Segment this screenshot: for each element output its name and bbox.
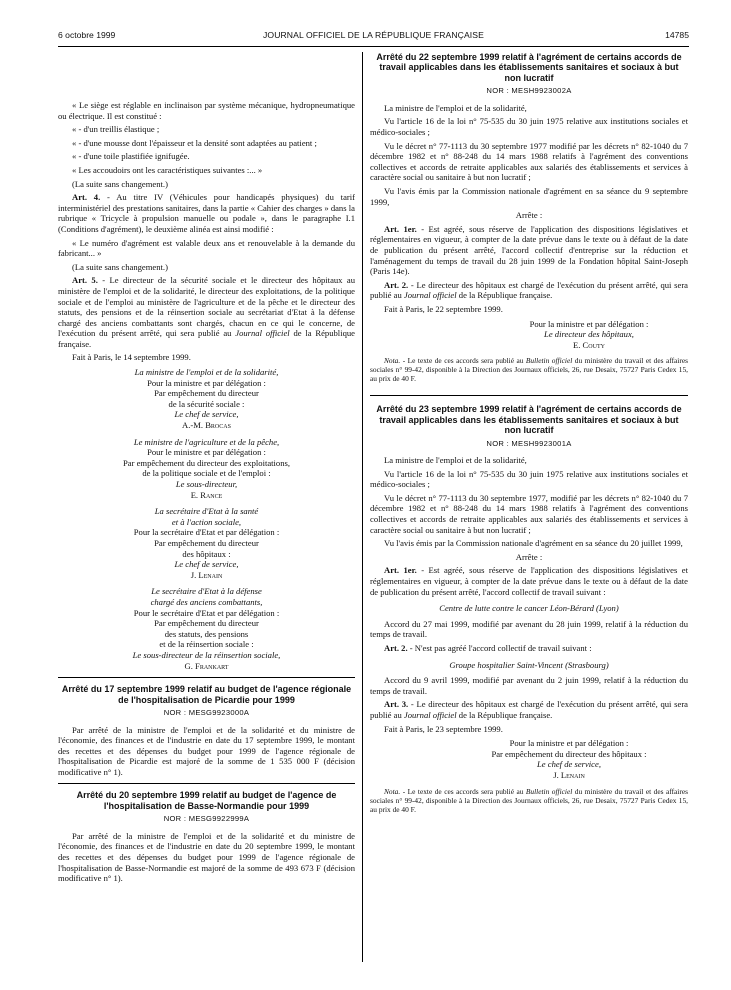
paragraph: Vu l'article 16 de la loi n° 75-535 du 30 juin 1975 relative aux institutions sociales et médico-sociales ;	[370, 468, 688, 490]
paragraph: « Le siège est réglable en inclinaison par système mécanique, hydropneumatique ou électrique. Il est constitué :	[58, 100, 355, 121]
header-rule	[58, 46, 689, 47]
decree-title: Arrêté du 20 septembre 1999 relatif au budget de l'agence de l'hospitalisation de Basse-Normandie pour 1999	[76, 790, 337, 811]
signatory-name: A.-M. Brocas	[182, 420, 231, 431]
section-separator	[58, 783, 355, 784]
article-text: - Est agréé, sous réserve de l'application des dispositions législatives et réglementaires en vigueur, à compter de la date prévue dans le texte ou à défaut de la date de publication du présent arrêté, l'accord collectif d'entreprise sur la réduction et l'aménagement du temps de travail du 28 juin 1999 de la Fondation hôpital Saint-Joseph (Paris 14e).	[370, 223, 688, 277]
decree-title: Arrêté du 23 septembre 1999 relatif à l'agrément de certains accords de travail applicables dans les établissements sanitaires et sociaux à but non lucratif	[376, 404, 682, 436]
signature-line: Pour la ministre et par délégation :	[529, 318, 649, 329]
list-item: « - d'une toile plastifiée ignifugée.	[72, 151, 190, 162]
article-1	[370, 224, 688, 277]
journal-reference: Journal officiel	[235, 328, 290, 339]
article-text-end: de la République française.	[58, 328, 355, 349]
decree-title: Arrêté du 17 septembre 1999 relatif au budget de l'agence régionale de l'hospitalisation de Picardie pour 1999	[61, 684, 352, 705]
nor-reference: NOR : MESG9922999A	[163, 814, 250, 824]
arrete-label: Arrête :	[515, 551, 543, 562]
signatory-name: G. Frankart	[184, 660, 229, 671]
section-separator	[58, 677, 355, 678]
signature-line: Par empêchement du directeur	[154, 618, 259, 629]
paragraph: La ministre de l'emploi et de la solidarité,	[384, 455, 527, 466]
signature-block-3	[58, 506, 355, 580]
paragraph: (La suite sans changement.)	[72, 178, 168, 189]
signature-line: Par empêchement du directeur	[154, 388, 259, 399]
paragraph: Vu l'avis émis par la Commission nationale d'agrément en sa séance du 9 septembre 1999,	[370, 185, 688, 207]
arrete-label: Arrête :	[515, 210, 543, 221]
signature-block-1	[58, 367, 355, 431]
article-text-end: de la République française.	[456, 709, 553, 720]
article-3	[370, 699, 688, 720]
establishment-name: Groupe hospitalier Saint-Vincent (Strasbourg)	[449, 659, 609, 670]
paragraph: Vu l'article 16 de la loi n° 75-535 du 30 juin 1975 relative aux institutions sociales et médico-sociales ;	[370, 116, 688, 137]
article-4	[58, 192, 355, 234]
signature-line: Par empêchement du directeur des hôpitaux :	[491, 748, 647, 759]
signature-line: et à l'action sociale,	[171, 516, 242, 527]
paragraph: Accord du 27 mai 1999, modifié par avenant du 28 juin 1999, relatif à la réduction du temps de travail.	[370, 618, 688, 640]
signature-line: Pour le ministre et par délégation :	[147, 447, 266, 458]
page-header	[58, 30, 689, 44]
list-item: « - d'un treillis élastique ;	[72, 124, 160, 135]
signatory-name: J. Lenain	[553, 769, 585, 780]
article-label: Art. 4.	[72, 192, 101, 203]
signature-line: Pour le secrétaire d'Etat et par délégation :	[133, 607, 280, 618]
article-2	[370, 643, 688, 654]
header-journal-title: JOURNAL OFFICIEL DE LA RÉPUBLIQUE FRANÇAISE	[263, 30, 484, 40]
signatory-name: J. Lenain	[190, 569, 223, 580]
section-separator	[370, 395, 688, 396]
article-label: Art. 2.	[384, 279, 409, 290]
nor-reference: NOR : MESH9923001A	[486, 438, 572, 448]
paragraph: La ministre de l'emploi et de la solidarité,	[384, 102, 527, 113]
fait-line: Fait à Paris, le 22 septembre 1999.	[384, 303, 503, 314]
paragraph: « Le numéro d'agrément est valable deux ans et renouvelable à la demande du fabricant... »	[58, 237, 355, 259]
article-text: - Le directeur de la sécurité sociale et le directeur des hôpitaux au ministère de l'emploi et de la solidarité, le directeur des exploitations, de la politique sociale et de l'emploi au ministère de l'agriculture et de la pêche et le directeur des statuts, des pensions et de la réinsertion sociale au secrétariat d'Etat à la défense chargé des anciens combattants sont chargés, chacun en ce qui le concerne, de l'exécution du présent arrêté, qui sera publié au	[58, 275, 355, 339]
article-text: - N'est pas agréé l'accord collectif de travail suivant :	[407, 643, 592, 653]
signature-line: La secrétaire d'Etat à la santé	[154, 506, 259, 517]
signature-line: Le chef de service,	[174, 409, 239, 420]
article-text: - Au titre IV (Véhicules pour handicapés physiques) du tarif interministériel des prestations sanitaires, dans la partie « Cahier des charges » dans la rubrique « Tricycle à propulsion manuelle ou podale », dans le paragraphe I.1 (Conditions d'agrément), le deuxième alinéa est ainsi modifié :	[58, 192, 355, 234]
signature-line: Le chef de service,	[537, 759, 601, 770]
signature-line: Par empêchement du directeur des exploitations,	[122, 457, 291, 468]
fait-line: Fait à Paris, le 23 septembre 1999.	[384, 723, 503, 734]
signature-line: Le secrétaire d'Etat à la défense	[151, 586, 262, 597]
signature-block-right-1	[370, 319, 688, 351]
signature-line: des hôpitaux :	[182, 548, 231, 559]
signature-line: Pour la ministre et par délégation :	[147, 377, 266, 388]
signature-line: Le directeur des hôpitaux,	[544, 329, 634, 340]
paragraph: Vu le décret n° 77-1113 du 30 septembre 1977 modifié par les décrets n° 82-1040 du 7 décembre 1982 et n° 88-248 du 14 mars 1988 relatifs à l'agrément des conventions collectives et accords de retraite applicables aux salariés des établissements et services à caractère social ou sanitaire à but non lucratif ;	[370, 140, 688, 183]
nota-text: - Le texte de ces accords sera publié au	[400, 786, 526, 796]
nota-label: Nota.	[384, 786, 401, 796]
signature-line: Le sous-directeur,	[175, 479, 238, 489]
header-page-number: 14785	[665, 30, 689, 40]
left-column	[58, 100, 355, 887]
article-2	[370, 280, 688, 301]
paragraph: (La suite sans changement.)	[72, 261, 168, 272]
nota-label: Nota.	[384, 356, 401, 366]
paragraph: Vu le décret n° 77-1113 du 30 septembre 1977, modifié par les décrets n° 82-1040 du 7 décembre 1982 et n° 88-248 du 14 mars 1988 relatifs à l'agrément des conventions collectives et accords de retraite applicables aux salariés des établissements et services à caractère social ou sanitaire à but non lucratif ;	[370, 492, 688, 535]
signature-line: Le ministre de l'agriculture et de la pêche,	[133, 436, 280, 447]
list-item: « - d'une mousse dont l'épaisseur et la densité sont adaptées au patient ;	[72, 137, 317, 148]
signature-line: Le chef de service,	[174, 559, 239, 570]
journal-reference: Journal officiel	[403, 290, 457, 301]
signature-block-4	[58, 586, 355, 671]
signature-line: Pour la ministre et par délégation :	[509, 738, 629, 749]
nota-text: - Le texte de ces accords sera publié au	[400, 356, 526, 366]
nota-text-end: du ministère du travail et des affaires sociales n° 99-42, disponible à la Direction des Journaux officiels, 26, rue Desaix, 75727 Paris Cedex 15, au prix de 40 F.	[370, 356, 688, 384]
article-text: - Est agréé, sous réserve de l'application des dispositions législatives et réglementaires en vigueur, à compter de la date prévue dans le texte ou à défaut de la date de publication du présent arrêté, l'accord collectif de travail suivant :	[370, 565, 688, 597]
signature-line: La ministre de l'emploi et de la solidarité,	[134, 367, 279, 378]
bulletin-reference: Bulletin officiel	[525, 356, 573, 366]
article-5	[58, 275, 355, 349]
paragraph: Vu l'avis émis par la Commission nationale d'agrément en sa séance du 20 juillet 1999,	[384, 538, 683, 549]
signature-line: de la sécurité sociale :	[168, 398, 245, 409]
article-label: Art. 1er.	[384, 223, 417, 234]
bulletin-reference: Bulletin officiel	[525, 786, 573, 796]
article-label: Art. 1er.	[384, 565, 417, 576]
article-text-end: de la République française.	[456, 290, 553, 301]
article-1	[370, 565, 688, 597]
signature-line: et de la réinsertion sociale :	[159, 639, 254, 650]
nor-reference: NOR : MESG9923000A	[163, 707, 250, 717]
list-item: « Les accoudoirs ont les caractéristiques suivantes :... »	[72, 164, 263, 175]
article-text: - Le directeur des hôpitaux est chargé de l'exécution du présent arrêté, qui sera publié au	[370, 279, 688, 301]
paragraph: Accord du 9 avril 1999, modifié par avenant du 2 juin 1999, relatif à la réduction du temps de travail.	[370, 675, 688, 696]
fait-line: Fait à Paris, le 14 septembre 1999.	[72, 352, 191, 363]
nota-text-end: du ministère du travail et des affaires sociales n° 99-42, disponible à la Direction des Journaux officiels, 26, rue Desaix, 75727 Paris Cedex 15, au prix de 40 F.	[370, 786, 688, 814]
nota-note	[370, 787, 688, 814]
signatory-name: E. Rance	[190, 489, 223, 500]
journal-reference: Journal officiel	[403, 709, 457, 720]
establishment-name: Centre de lutte contre le cancer Léon-Bérard (Lyon)	[439, 603, 619, 614]
nota-note	[370, 356, 688, 383]
signature-line: Le sous-directeur de la réinsertion sociale,	[132, 649, 281, 660]
signature-line: chargé des anciens combattants,	[150, 596, 263, 607]
nor-reference: NOR : MESH9923002A	[486, 86, 572, 96]
signature-line: Pour la secrétaire d'Etat et par délégation :	[133, 527, 280, 538]
signature-block-right-2	[370, 738, 688, 780]
decree-title: Arrêté du 22 septembre 1999 relatif à l'agrément de certains accords de travail applicables dans les établissements sanitaires et sociaux à but non lucratif	[376, 52, 682, 83]
paragraph: Par arrêté de la ministre de l'emploi et de la solidarité et du ministre de l'économie, des finances et de l'industrie en date du 20 septembre 1999, le montant des recettes et des dépenses du budget pour 1999 de l'agence régionale de l'hospitalisation de Basse-Normandie est majoré de la somme de 493 673 F (décision modificative n° 1).	[58, 830, 355, 884]
signature-line: de la politique sociale et de l'emploi :	[142, 468, 271, 479]
signature-line: Par empêchement du directeur	[154, 537, 259, 548]
column-divider	[362, 52, 363, 962]
paragraph: Par arrêté de la ministre de l'emploi et de la solidarité et du ministre de l'économie, des finances et de l'industrie en date du 17 septembre 1999, le montant des recettes et des dépenses du budget pour 1999 de l'agence régionale de l'hospitalisation de Picardie est majoré de la somme de 1 535 000 F (décision modificative n° 1).	[58, 724, 355, 777]
right-column	[370, 52, 688, 814]
signature-line: des statuts, des pensions	[164, 628, 249, 639]
header-date: 6 octobre 1999	[58, 30, 116, 40]
article-label: Art. 5.	[72, 275, 98, 286]
article-label: Art. 3.	[384, 699, 409, 710]
signature-block-2	[58, 437, 355, 501]
article-text: - Le directeur des hôpitaux est chargé de l'exécution du présent arrêté, qui sera publié au	[370, 699, 688, 720]
article-label: Art. 2.	[384, 643, 408, 653]
signatory-name: E. Couty	[573, 339, 605, 350]
